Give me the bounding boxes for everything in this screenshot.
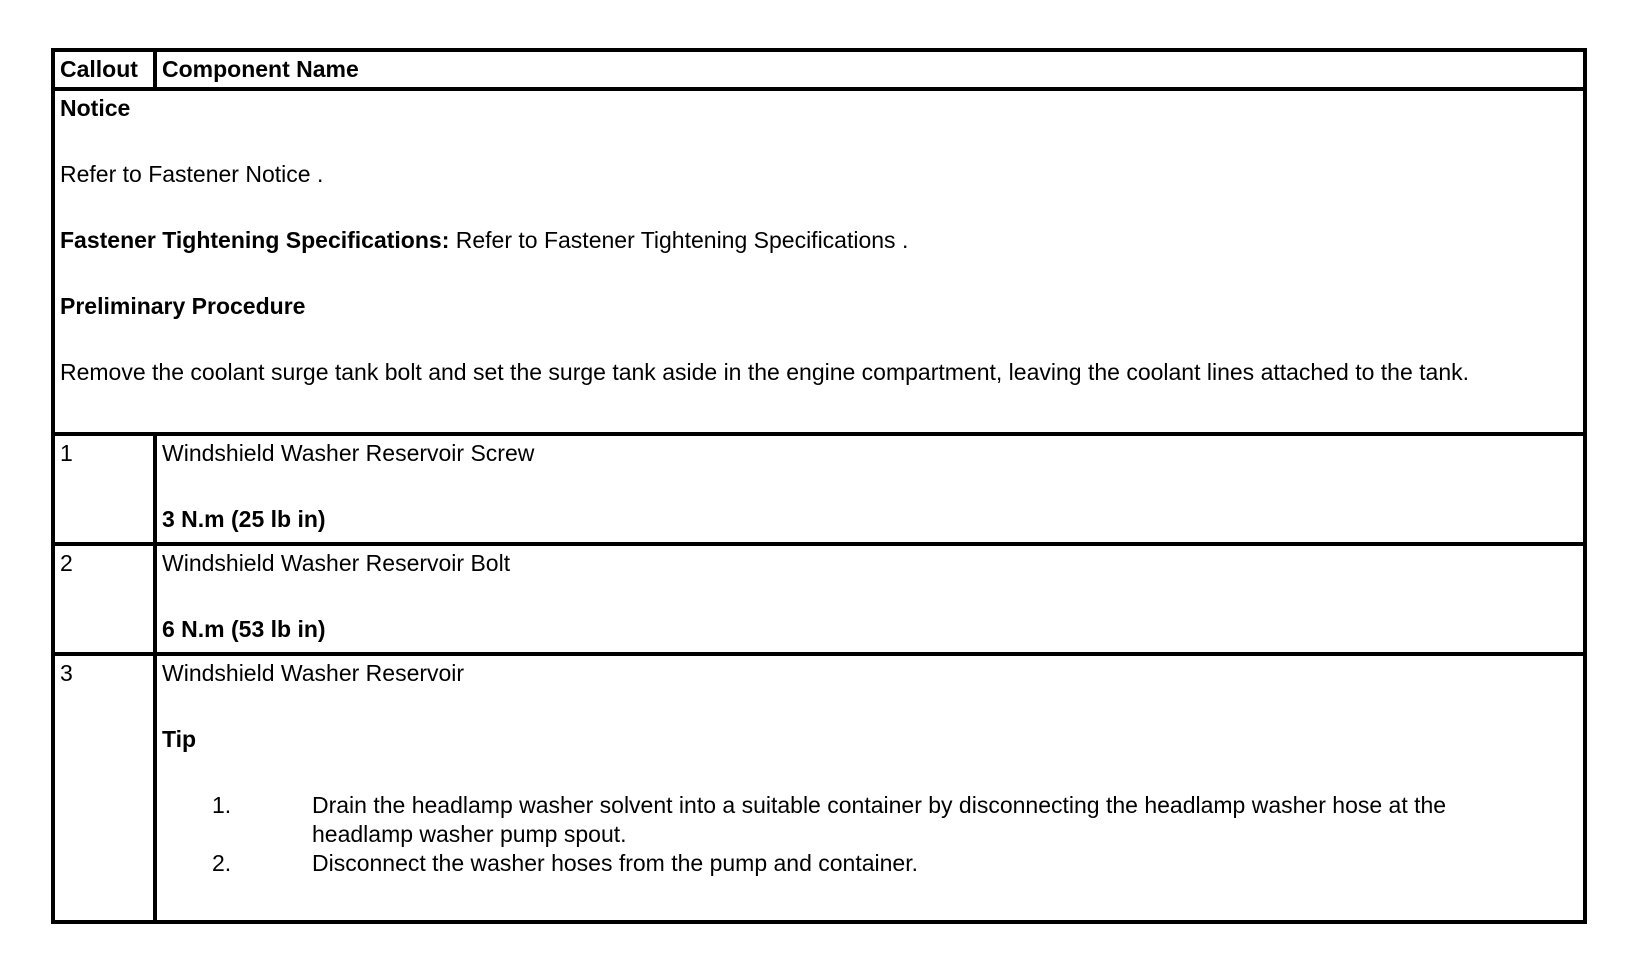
table-row (53, 434, 1585, 544)
tip-text: Drain the headlamp washer solvent into a suitable container by disconnecting the headlamp washer hose at the headlamp washer pump spout. (312, 792, 1447, 847)
table-row (53, 544, 1585, 654)
callout-number: 3 (53, 654, 155, 922)
notice-text: Refer to Fastener Notice . (60, 161, 324, 187)
table-header-row (53, 50, 1585, 89)
document (51, 48, 1587, 924)
tip-number: 1. (212, 792, 232, 818)
component-name: Windshield Washer Reservoir Screw (162, 440, 535, 466)
preliminary-procedure-heading: Preliminary Procedure (60, 293, 306, 319)
notice-row (53, 89, 1585, 434)
tip-text: Disconnect the washer hoses from the pump and container. (312, 850, 919, 876)
fastener-spec-text: Refer to Fastener Tightening Specifications . (449, 227, 909, 253)
table-row (53, 654, 1585, 922)
component-cell (155, 544, 1585, 654)
fastener-spec-line (60, 226, 1578, 255)
preliminary-procedure-text: Remove the coolant surge tank bolt and set the surge tank aside in the engine compartment, leaving the coolant lines attached to the tank. (60, 359, 1469, 385)
callout-number: 1 (53, 434, 155, 544)
list-item (212, 791, 1578, 849)
fastener-spec-label: Fastener Tightening Specifications: (60, 227, 450, 253)
torque-spec: 3 N.m (25 lb in) (162, 506, 326, 532)
component-name-column-header: Component Name (155, 50, 1585, 89)
component-cell (155, 654, 1585, 922)
tip-list (162, 791, 1578, 878)
component-name: Windshield Washer Reservoir Bolt (162, 550, 511, 576)
component-name: Windshield Washer Reservoir (162, 660, 465, 686)
component-table (51, 48, 1587, 924)
callout-column-header: Callout (53, 50, 155, 89)
torque-spec: 6 N.m (53 lb in) (162, 616, 326, 642)
component-cell (155, 434, 1585, 544)
tip-heading: Tip (162, 726, 197, 752)
notice-cell (53, 89, 1585, 434)
tip-number: 2. (212, 850, 232, 876)
notice-heading: Notice (60, 95, 131, 121)
list-item (212, 849, 1578, 878)
callout-number: 2 (53, 544, 155, 654)
